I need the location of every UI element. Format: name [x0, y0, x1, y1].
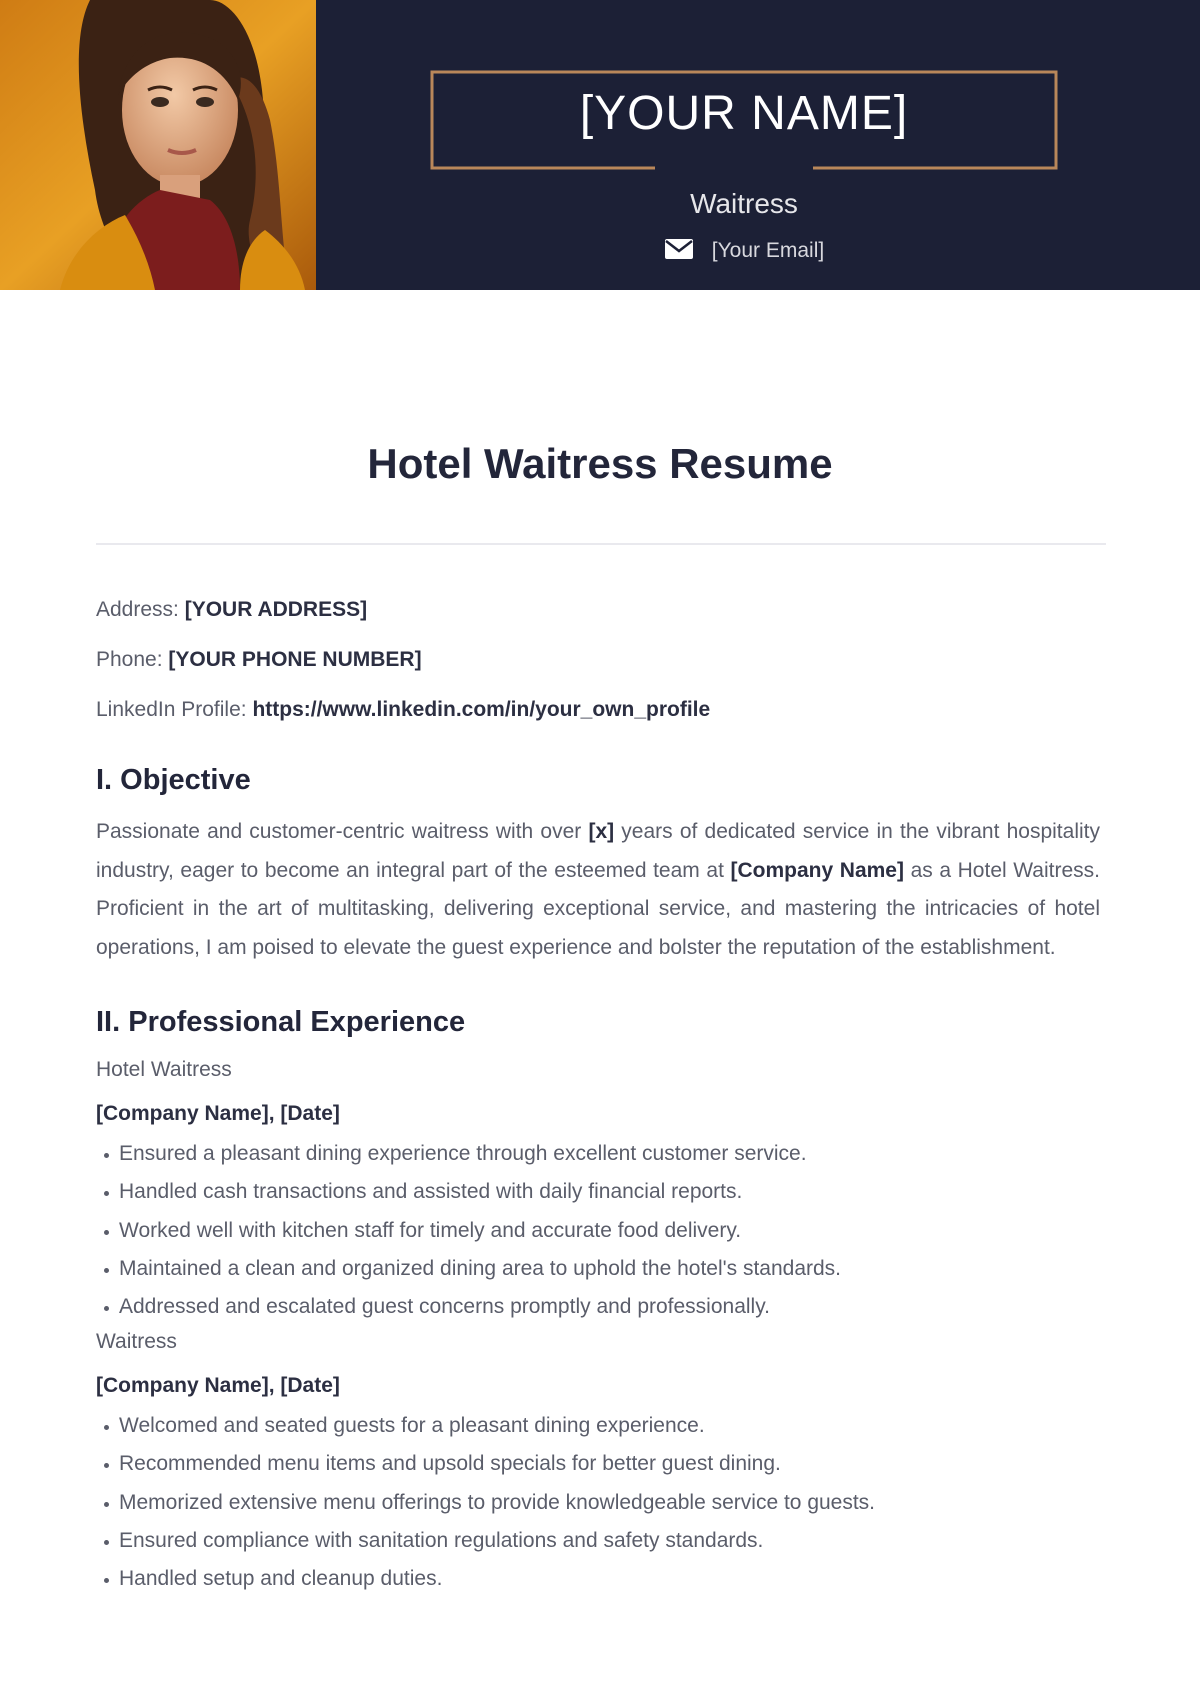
objective-company: [Company Name]: [730, 858, 904, 882]
linkedin-link[interactable]: https://www.linkedin.com/in/your_own_profile: [252, 698, 711, 721]
duty-item: Addressed and escalated guest concerns promptly and professionally.: [104, 1288, 1100, 1326]
phone-value: [YOUR PHONE NUMBER]: [168, 648, 422, 671]
candidate-name: [YOUR NAME]: [579, 87, 909, 140]
email-value[interactable]: [Your Email]: [711, 239, 825, 262]
job-role: Hotel Waitress: [96, 1057, 232, 1081]
job-entry: [96, 1327, 1100, 1599]
portrait-illustration: [0, 0, 316, 290]
linkedin-line: [96, 696, 1100, 724]
duty-list: [96, 1407, 1100, 1599]
duty-item: Handled cash transactions and assisted with daily financial reports.: [104, 1173, 1100, 1211]
job-role: Waitress: [96, 1329, 177, 1353]
title-divider: [96, 543, 1106, 545]
job-entry: [96, 1055, 1100, 1327]
duty-item: Worked well with kitchen staff for timely and accurate food delivery.: [104, 1212, 1100, 1250]
profile-photo: [0, 0, 316, 290]
duty-item: Welcomed and seated guests for a pleasant dining experience.: [104, 1407, 1100, 1445]
objective-heading: I. Objective: [96, 764, 251, 796]
envelope-icon: [664, 238, 694, 265]
duty-item: Handled setup and cleanup duties.: [104, 1560, 1100, 1598]
name-frame: [430, 70, 1058, 170]
job-company-date: [Company Name], [Date]: [96, 1373, 340, 1397]
objective-text-3: as a Hotel Waitress. Proficient in the art of multitasking, delivering exceptional service, and mastering the intricacies of hotel operations, I am poised to elevate the guest experience and bolster the reputation of the establishment.: [96, 858, 1100, 960]
address-value: [YOUR ADDRESS]: [184, 598, 368, 621]
resume-body: [96, 596, 1100, 1599]
objective-paragraph: [96, 813, 1100, 968]
job-title: Waitress: [690, 188, 798, 219]
duty-item: Memorized extensive menu offerings to provide knowledgeable service to guests.: [104, 1484, 1100, 1522]
duty-item: Maintained a clean and organized dining area to uphold the hotel's standards.: [104, 1250, 1100, 1288]
document-title: Hotel Waitress Resume: [367, 440, 833, 487]
job-company-date: [Company Name], [Date]: [96, 1101, 340, 1125]
duty-list: [96, 1135, 1100, 1327]
duty-item: Recommended menu items and upsold specials for better guest dining.: [104, 1445, 1100, 1483]
linkedin-label: LinkedIn Profile:: [96, 698, 247, 721]
resume-header: [0, 0, 1200, 290]
email-row: [430, 236, 1058, 266]
address-line: [96, 596, 1100, 624]
address-label: Address:: [96, 598, 179, 621]
objective-years: [x]: [588, 820, 615, 843]
phone-line: [96, 646, 1100, 674]
duty-item: Ensured a pleasant dining experience through excellent customer service.: [104, 1135, 1100, 1173]
phone-label: Phone:: [96, 648, 163, 671]
experience-heading: II. Professional Experience: [96, 1005, 466, 1038]
objective-text-2: years of dedicated service in the vibrant hospitality industry, eager to become an integral part of the esteemed team at: [96, 820, 1100, 882]
objective-text-1: Passionate and customer-centric waitress with over: [96, 820, 589, 843]
duty-item: Ensured compliance with sanitation regulations and safety standards.: [104, 1522, 1100, 1560]
